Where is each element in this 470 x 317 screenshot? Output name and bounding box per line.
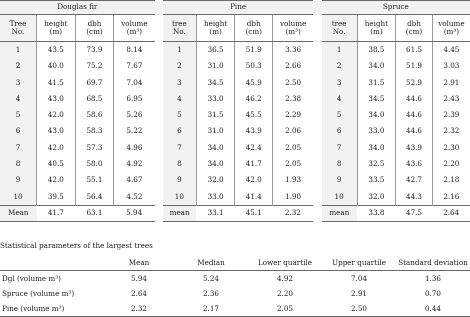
value-cell: 42.0 [235,172,273,188]
stats-value-cell: 5.94 [130,274,147,283]
mean-cell: 41.7 [37,205,76,221]
col-header-tree-no: Tree No. [0,15,37,42]
stats-value-cell: 2.50 [322,301,396,317]
tree-number-cell: 10 [322,189,358,206]
value-cell: 34.0 [357,107,396,123]
mean-row [0,205,470,221]
stats-col-header: Median [174,255,248,271]
value-cell: 51.9 [396,58,433,74]
value-cell: 44.6 [396,123,433,139]
value-cell: 42.7 [396,172,433,188]
value-cell: 41.7 [235,156,273,172]
stats-row [0,286,470,301]
stats-value-cell: 2.17 [174,301,248,317]
value-cell: 46.2 [235,91,273,107]
col-header-volume: volume (m³) [114,15,155,42]
tree-number-cell: 4 [0,91,37,107]
value-cell: 73.9 [75,42,114,59]
tree-number-cell: 9 [0,172,37,188]
value-cell: 32.5 [357,156,396,172]
value-cell: 45.5 [235,107,273,123]
value-cell: 41.4 [235,189,273,206]
value-cell: 5.22 [114,123,155,139]
stats-row-label: Spruce (volume m³) [2,289,75,298]
value-cell: 1.90 [273,189,314,206]
stats-table [0,255,470,317]
value-cell: 2.18 [432,172,470,188]
species-header-row [0,1,470,15]
col-header-dbh: dbh (cm) [75,15,114,42]
mean-cell: 47.5 [396,205,433,221]
value-cell: 43.5 [37,42,76,59]
stats-value-cell: 2.05 [248,301,322,317]
col-header-tree-no: tree No. [163,15,196,42]
stats-row [0,301,470,317]
value-cell: 57.3 [75,140,114,156]
table-row [0,91,470,107]
value-cell: 58.0 [75,156,114,172]
value-cell: 2.50 [273,75,314,91]
tree-number-cell: 10 [0,189,37,206]
value-cell: 61.5 [396,42,433,59]
value-cell: 33.0 [196,91,235,107]
table-row [0,189,470,206]
value-cell: 4.67 [114,172,155,188]
value-cell: 44.3 [396,189,433,206]
tree-number-cell: 3 [163,75,196,91]
tree-number-cell: 4 [322,91,358,107]
stats-col-header [0,255,104,271]
mean-label: mean [163,205,196,221]
tree-number-cell: 8 [163,156,196,172]
stats-value-cell: 2.36 [202,289,219,298]
tree-number-cell: 7 [163,140,196,156]
mean-cell: 2.32 [273,205,314,221]
value-cell: 69.7 [75,75,114,91]
mean-label: Mean [0,205,37,221]
value-cell: 42.0 [37,140,76,156]
value-cell: 2.32 [432,123,470,139]
value-cell: 2.20 [432,156,470,172]
table-row [0,42,470,59]
stats-row-label: Dgl (volume m³) [2,274,61,283]
tree-number-cell: 5 [0,107,37,123]
value-cell: 6.95 [114,91,155,107]
value-cell: 34.5 [196,75,235,91]
stats-value-cell: 2.91 [350,289,367,298]
mean-cell: 33.8 [357,205,396,221]
value-cell: 2.39 [432,107,470,123]
col-header-tree-no: tree No. [322,15,358,42]
value-cell: 2.05 [273,156,314,172]
value-cell: 4.52 [114,189,155,206]
value-cell: 2.29 [273,107,314,123]
value-cell: 34.0 [196,156,235,172]
tree-number-cell: 8 [0,156,37,172]
value-cell: 75.2 [75,58,114,74]
value-cell: 31.0 [196,123,235,139]
value-cell: 43.9 [396,140,433,156]
stats-value-cell: 0.44 [396,301,470,317]
stats-value-cell: 5.24 [202,274,219,283]
value-cell: 7.04 [114,75,155,91]
value-cell: 2.38 [273,91,314,107]
value-cell: 51.9 [235,42,273,59]
tree-number-cell: 1 [0,42,37,59]
tree-number-cell: 8 [322,156,358,172]
mean-cell: 45.1 [235,205,273,221]
col-header-height: height (m) [37,15,76,42]
value-cell: 32.0 [357,189,396,206]
table-row [0,156,470,172]
value-cell: 2.43 [432,91,470,107]
tree-number-cell: 4 [163,91,196,107]
value-cell: 2.06 [273,123,314,139]
stats-header-row [0,255,470,271]
value-cell: 43.0 [37,123,76,139]
col-header-dbh: dbh (cm) [396,15,433,42]
stats-col-header: Mean [104,255,174,271]
species-pine: Pine [163,1,313,15]
value-cell: 2.05 [273,140,314,156]
stats-col-header: Standard deviation [396,255,470,271]
value-cell: 33.0 [196,189,235,206]
value-cell: 43.0 [37,91,76,107]
mean-cell: 33.1 [196,205,235,221]
stats-value-cell: 2.32 [104,301,174,317]
col-header-dbh: dbh (cm) [235,15,273,42]
value-cell: 31.5 [357,75,396,91]
stats-row [0,271,470,287]
value-cell: 58.6 [75,107,114,123]
tree-number-cell: 2 [322,58,358,74]
tree-number-cell: 2 [163,58,196,74]
value-cell: 43.9 [235,123,273,139]
tree-number-cell: 5 [163,107,196,123]
value-cell: 39.5 [37,189,76,206]
mean-label: mean [322,205,358,221]
tree-number-cell: 3 [0,75,37,91]
value-cell: 2.16 [432,189,470,206]
column-header-row [0,15,470,42]
stats-value-cell: 2.20 [276,289,293,298]
col-header-volume: volume (m³) [432,15,470,42]
species-spruce: Spruce [322,1,470,15]
value-cell: 33.0 [357,123,396,139]
tree-number-cell: 7 [0,140,37,156]
stats-row-label: Pine (volume m³) [0,301,104,317]
stats-col-header: Lower quartile [248,255,322,271]
table-row [0,172,470,188]
value-cell: 34.0 [196,140,235,156]
value-cell: 45.9 [235,75,273,91]
tree-number-cell: 6 [322,123,358,139]
value-cell: 34.0 [357,58,396,74]
value-cell: 40.5 [37,156,76,172]
value-cell: 42.0 [37,172,76,188]
value-cell: 43.6 [396,156,433,172]
value-cell: 2.66 [273,58,314,74]
value-cell: 34.0 [357,140,396,156]
value-cell: 2.30 [432,140,470,156]
mean-cell: 5.94 [114,205,155,221]
tree-number-cell: 6 [0,123,37,139]
value-cell: 2.91 [432,75,470,91]
col-header-volume: volume (m³) [273,15,314,42]
value-cell: 7.67 [114,58,155,74]
value-cell: 50.3 [235,58,273,74]
table-row [0,107,470,123]
value-cell: 52.9 [396,75,433,91]
col-header-height: height (m) [196,15,235,42]
stats-value-cell: 0.70 [424,289,441,298]
value-cell: 3.36 [273,42,314,59]
value-cell: 32.0 [196,172,235,188]
value-cell: 33.5 [357,172,396,188]
value-cell: 3.03 [432,58,470,74]
mean-cell: 63.1 [75,205,114,221]
mean-cell: 2.64 [432,205,470,221]
value-cell: 56.4 [75,189,114,206]
stats-title: Statistical parameters of the largest trees [0,241,153,250]
value-cell: 58.3 [75,123,114,139]
value-cell: 40.0 [37,58,76,74]
value-cell: 38.5 [357,42,396,59]
value-cell: 36.5 [196,42,235,59]
tree-number-cell: 7 [322,140,358,156]
tree-number-cell: 9 [322,172,358,188]
value-cell: 4.92 [114,156,155,172]
value-cell: 4.96 [114,140,155,156]
stats-value-cell: 1.36 [424,274,441,283]
tree-number-cell: 9 [163,172,196,188]
value-cell: 1.93 [273,172,314,188]
tree-number-cell: 2 [0,58,37,74]
table-row [0,75,470,91]
value-cell: 44.6 [396,91,433,107]
value-cell: 31.5 [196,107,235,123]
value-cell: 5.26 [114,107,155,123]
value-cell: 41.5 [37,75,76,91]
value-cell: 44.6 [396,107,433,123]
value-cell: 34.5 [357,91,396,107]
tree-number-cell: 10 [163,189,196,206]
tree-number-cell: 6 [163,123,196,139]
table-row [0,140,470,156]
value-cell: 8.14 [114,42,155,59]
tree-number-cell: 1 [322,42,358,59]
tree-number-cell: 5 [322,107,358,123]
stats-value-cell: 2.64 [130,289,147,298]
species-douglas-fir: Douglas fir [0,1,155,15]
value-cell: 68.5 [75,91,114,107]
value-cell: 42.0 [37,107,76,123]
stats-col-header: Upper quartile [322,255,396,271]
value-cell: 31.0 [196,58,235,74]
tree-number-cell: 3 [322,75,358,91]
stats-value-cell: 4.92 [276,274,293,283]
table-row [0,123,470,139]
stats-value-cell: 7.04 [350,274,367,283]
col-header-height: height (m) [357,15,396,42]
value-cell: 55.1 [75,172,114,188]
table-row [0,58,470,74]
value-cell: 42.4 [235,140,273,156]
value-cell: 4.45 [432,42,470,59]
tree-number-cell: 1 [163,42,196,59]
